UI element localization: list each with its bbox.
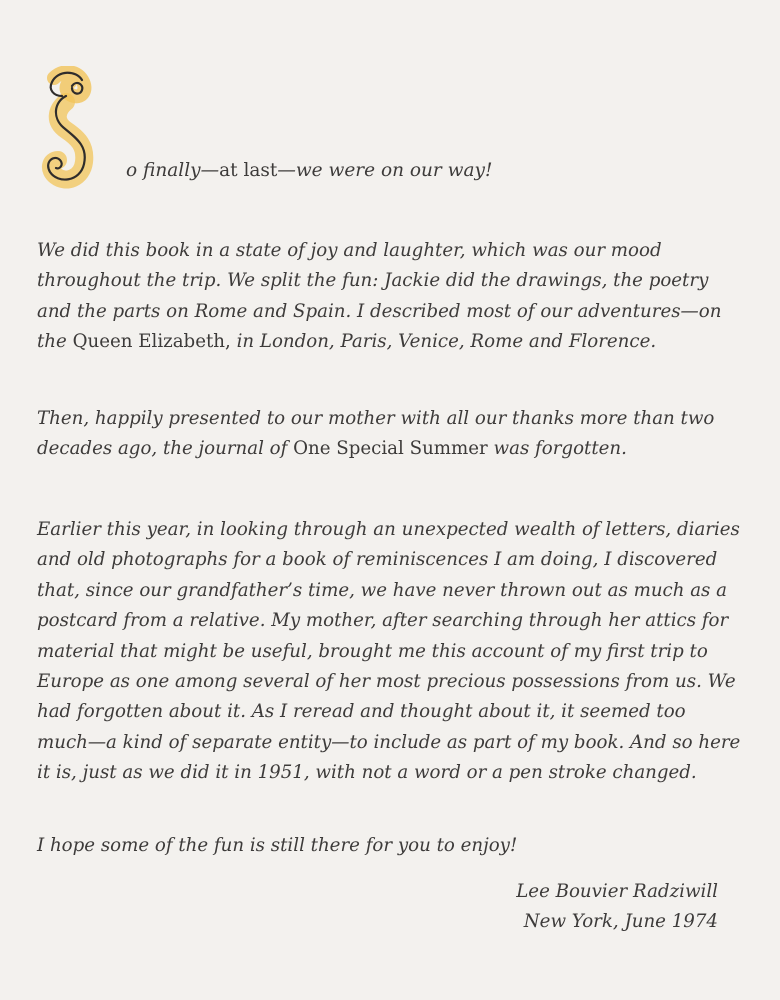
intro-part-2: at last	[219, 160, 278, 181]
signature-place-date: New York, June 1974	[523, 911, 718, 933]
intro-line	[36, 66, 736, 196]
paragraph-2-text-a: Then, happily presented to our mother with all our thanks more than two decades ago, the journal of	[37, 408, 715, 460]
intro-part-3: —we were on our way!	[277, 160, 493, 181]
signature-name: Lee Bouvier Radziwill	[516, 881, 718, 902]
ship-name: Queen Elizabeth,	[72, 331, 231, 353]
intro-part-1: o finally—	[126, 160, 220, 181]
paragraph-4: I hope some of the fun is still there for you to enjoy!	[37, 835, 518, 856]
drop-cap-s	[36, 66, 116, 196]
paragraph-2-text-b: was forgotten.	[487, 438, 627, 460]
paragraph-1-text-b: in London, Paris, Venice, Rome and Florence.	[230, 331, 657, 353]
signature-block	[516, 877, 718, 938]
paragraph-2	[37, 404, 742, 465]
paragraph-1	[37, 236, 742, 358]
intro-sentence	[126, 160, 492, 181]
book-title: One Special Summer	[293, 438, 488, 460]
paragraph-1-text-a: We did this book in a state of joy and laughter, which was our mood throughout the trip. We split the fun: Jackie did the drawings, the poetry and the parts on Rome and Spain. I described most of our adventures—on the	[37, 240, 722, 353]
paragraph-3: Earlier this year, in looking through an unexpected wealth of letters, diaries and old photographs for a book of reminiscences I am doing, I discovered that, since our grandfather’s time, we have never thrown out as much as a postcard from a relative. My mother, after searching through her attics for material that might be useful, brought me this account of my first trip to Europe as one among several of her most precious possessions from us. We had forgotten about it. As I reread and thought about it, it seemed too much—a kind of separate entity—to include as part of my book. And so here it is, just as we did it in 1951, with not a word or a pen stroke changed.	[37, 519, 741, 784]
